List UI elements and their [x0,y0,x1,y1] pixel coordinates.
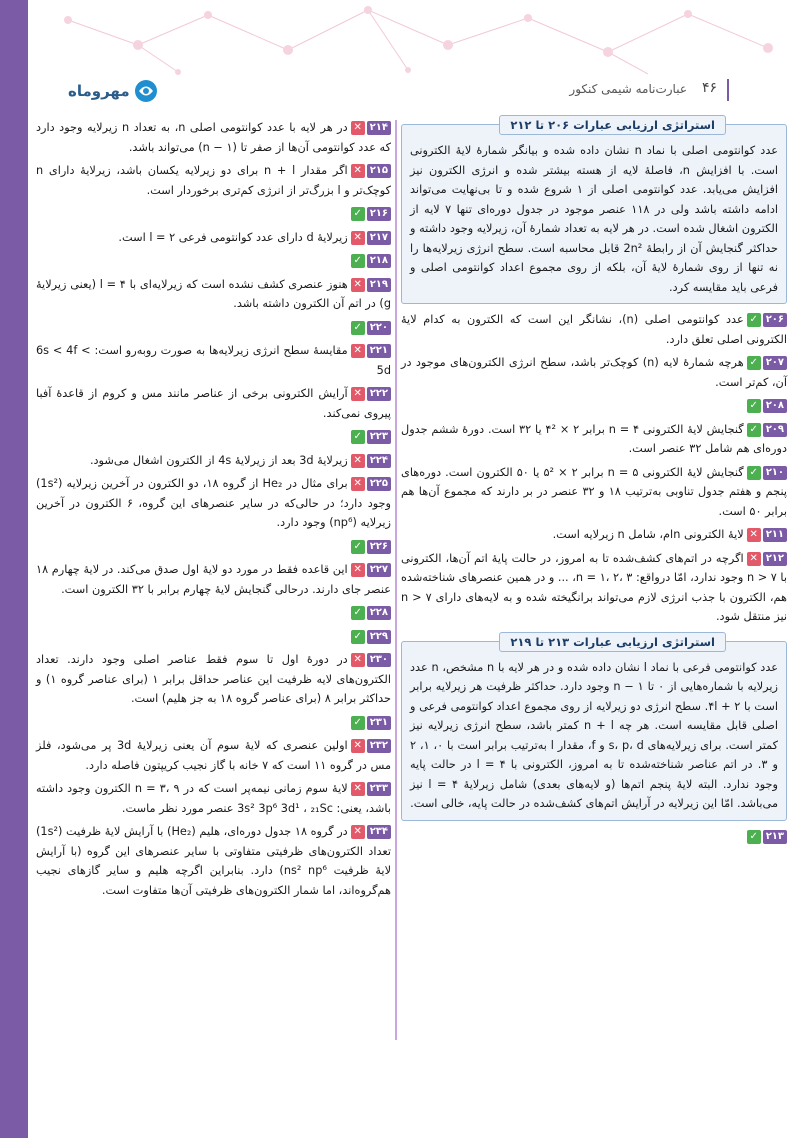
check-icon: ✓ [351,540,365,554]
item-number: ۲۰۹ [763,423,787,437]
answer-item [36,384,391,423]
answer-item [36,779,391,818]
molecule-decoration [28,0,805,75]
strategy-box [401,634,787,821]
item-text: در هر لایه با عدد کوانتومی اصلی n، به تعداد n زیرلایه وجود دارد که عدد کوانتومی آن‌ها از صفر تا (n − ۱) می‌تواند باشد. [36,121,391,154]
check-icon: ✓ [351,606,365,620]
item-number: ۲۰۶ [763,313,787,327]
check-icon: ✓ [747,830,761,844]
item-text: اولین عنصری که لایهٔ سوم آن یعنی زیرلایهٔ 3d پر می‌شود، فلز مس در گروه ۱۱ است که ۷ خانه با گاز نجیب کریپتون فاصله دارد. [36,739,391,772]
item-number: ۲۳۳ [367,782,391,796]
check-icon: ✓ [747,466,761,480]
cross-icon: ✕ [351,387,365,401]
item-text: هرچه شمارهٔ لایه (n) کوچک‌تر باشد، سطح انرژی الکترون‌های موجود در آن، کم‌تر است. [401,356,787,389]
check-icon: ✓ [351,430,365,444]
item-number: ۲۱۸ [367,254,391,268]
page-header [40,76,795,106]
left-purple-bar [0,0,28,1138]
item-text: عدد کوانتومی اصلی (n)، نشانگر این است که الکترون به کدام لایهٔ الکترونی اصلی تعلق دارد. [401,313,787,346]
item-number: ۲۲۷ [367,563,391,577]
answer-item [36,451,391,471]
brand-logo-text: مهروماه [68,82,130,100]
cross-icon: ✕ [351,782,365,796]
item-number: ۲۲۱ [367,344,391,358]
cross-icon: ✕ [351,653,365,667]
cross-icon: ✕ [351,477,365,491]
answer-item [36,822,391,900]
item-number: ۲۲۳ [367,430,391,444]
answer-item [36,204,391,224]
item-number: ۲۳۴ [367,825,391,839]
right-column [401,118,787,850]
item-number: ۲۲۴ [367,454,391,468]
running-title: عبارت‌نامه شیمی کنکور [569,82,687,96]
item-number: ۲۱۴ [367,121,391,135]
item-number: ۲۱۹ [367,278,391,292]
column-divider [395,120,397,1040]
check-icon: ✓ [351,207,365,221]
answer-item [36,627,391,647]
answer-item [36,341,391,380]
page-number: ۴۶ [701,80,717,96]
item-number: ۲۲۶ [367,540,391,554]
answer-item [36,736,391,775]
answer-item [36,228,391,248]
strategy-box [401,118,787,304]
strategy-text: عدد کوانتومی اصلی با نماد n نشان داده شده و بیانگر شمارهٔ لایهٔ الکترونی است. با افزایش n، فاصلهٔ لایه از هسته بیشتر شده و انرژی الکترون نیز افزایش می‌یابد. عدد کوانتومی اصلی از ۱ شروع شده و تا بی‌نهایت می‌تواند ادامه داشته باشد ولی در ۱۱۸ عنصر موجود در جدول دوره‌ای تنها ۷ لایه از الکترون اشغال شده است. در هر لایه به تعداد شمارهٔ آن، زیرلایه وجود داشته و حداکثر گنجایش آن از رابطهٔ 2n² قابل محاسبه است. سطح انرژی زیرلایه‌ها را نه تنها از روی شمارهٔ لایهٔ آن، بلکه از روی مجموع اعداد کوانتومی اصلی و فرعی باید مقایسه کرد. [410,144,778,294]
cross-icon: ✕ [351,344,365,358]
check-icon: ✓ [351,630,365,644]
answer-item [36,275,391,314]
item-text: زیرلایهٔ 3d بعد از زیرلایهٔ 4s از الکترون اشغال می‌شود. [89,453,348,467]
item-number: ۲۲۹ [367,630,391,644]
item-text: لایهٔ سوم زمانی نیمه‌پر است که در n = ۳، ۹ الکترون وجود داشته باشد، یعنی: 3s² 3p⁶ 3d¹ ، ₂₁Sc عنصر مورد نظر ماست. [36,782,391,815]
item-text: گنجایش لایهٔ الکترونی n = ۴ برابر ۲ × ۴² یا ۳۲ است. دورهٔ ششم جدول دوره‌ای هم شامل ۳۲ عنصر است. [401,422,787,455]
item-number: ۲۱۱ [763,528,787,542]
cross-icon: ✕ [351,563,365,577]
item-text: اگر مقدار n + l برای دو زیرلایه یکسان باشد، زیرلایهٔ دارای n کوچک‌تر و l بزرگ‌تر از انرژی کم‌تری برخوردار است. [36,164,391,197]
answer-item [36,603,391,623]
item-text: این قاعده فقط در مورد دو لایهٔ اول صدق می‌کند. در لایهٔ چهارم ۱۸ عنصر جای دارند. درحالی گنجایش لایهٔ چهارم برابر با ۳۲ الکترون است. [36,563,391,596]
item-text: در گروه ۱۸ جدول دوره‌ای، هلیم (He₂) با آرایش لایهٔ ظرفیت (1s²) تعداد الکترون‌های ظرفیتی متفاوتی با سایر عنصرهای این گروه (با آرایش لایهٔ ظرفیت ns² np⁶) دارد. بنابراین اگرچه هلیم و سایر گازهای نجیب هم‌گروه‌اند، اما شمار الکترون‌های ظرفیتی آن‌ها متفاوت است. [36,825,392,897]
answer-item [36,474,391,533]
item-number: ۲۰۸ [763,399,787,413]
answer-item [36,251,391,271]
item-number: ۲۲۵ [367,477,391,491]
item-text: برای مثال در He₂ از گروه ۱۸، دو الکترون در آخرین زیرلایه (1s²) وجود دارد؛ در حالی‌که در سایر عنصرهای این گروه، ۶ الکترون در آخرین زیرلایه (np⁶) وجود دارد. [36,477,391,529]
item-text: اگرچه در اتم‌های کشف‌شده تا به امروز، در حالت پایهٔ اتم آن‌ها، الکترونی با n > ۷ وجود ندارد، امّا درواقع: n = ۱، ۲، ۳، ... و در همین عنصرهای شناخته‌شده هم، الکترون با جذب انرژی لازم می‌تواند برانگیخته شده و به لایه‌های دارای n > ۷ نیز منتقل شود. [400,551,787,623]
item-number: ۲۳۱ [367,716,391,730]
answer-item [401,525,787,545]
answer-item [401,463,787,522]
answer-list [401,310,787,627]
left-column [36,118,391,904]
item-number: ۲۱۰ [763,466,787,480]
answer-item [36,560,391,599]
cross-icon: ✕ [351,164,365,178]
cross-icon: ✕ [747,552,761,566]
answer-item [36,161,391,200]
item-number: ۲۳۰ [367,653,391,667]
item-number: ۲۲۲ [367,387,391,401]
check-icon: ✓ [351,321,365,335]
item-number: ۲۲۸ [367,606,391,620]
item-number: ۲۱۶ [367,207,391,221]
cross-icon: ✕ [351,739,365,753]
answer-item [36,427,391,447]
answer-item [36,318,391,338]
answer-list [401,827,787,847]
answer-item [401,420,787,459]
cross-icon: ✕ [351,231,365,245]
item-text: زیرلایهٔ d دارای عدد کوانتومی فرعی l = ۲ است. [118,230,348,244]
answer-item [401,396,787,416]
item-text: مقایسهٔ سطح انرژی زیرلایه‌ها به صورت روبه‌رو است: 6s < 4f < 5d [36,344,391,377]
cross-icon: ✕ [351,278,365,292]
item-text: لایهٔ الکترونی nام، شامل n زیرلایه است. [552,528,744,541]
cross-icon: ✕ [351,454,365,468]
check-icon: ✓ [351,254,365,268]
strategy-title: استراتژی ارزیابی عبارات ۲۰۶ تا ۲۱۲ [499,115,726,135]
answer-item [401,310,787,349]
answer-item [36,537,391,557]
cross-icon: ✕ [747,528,761,542]
item-number: ۲۱۲ [763,552,787,566]
item-text: در دورهٔ اول تا سوم فقط عناصر اصلی وجود دارند. تعداد الکترون‌های لایه ظرفیت این عناصر حداقل برابر ۱ (برای عناصر گروه ۱) و حداکثر برابر ۸ (برای عناصر گروه ۱۸ به جز هلیم) است. [36,653,391,705]
brand-logo [68,78,158,104]
answer-item [401,827,787,847]
item-number: ۲۳۲ [367,739,391,753]
item-number: ۲۰۷ [763,356,787,370]
check-icon: ✓ [747,399,761,413]
item-number: ۲۲۰ [367,321,391,335]
item-text: آرایش الکترونی برخی از عناصر مانند مس و کروم از قاعدهٔ آفبا پیروی نمی‌کند. [36,387,391,420]
check-icon: ✓ [747,313,761,327]
strategy-title: استراتژی ارزیابی عبارات ۲۱۳ تا ۲۱۹ [499,632,726,652]
answer-item [36,118,391,157]
header-divider [727,79,729,101]
answer-item [401,549,787,627]
strategy-text: عدد کوانتومی فرعی با نماد l نشان داده شده و در هر لایه با n مشخص، n عدد زیرلایه با شماره‌هایی از ۰ تا n − ۱ وجود دارد. حداکثر ظرفیت هر زیرلایه برابر است با ۴l + ۲. سطح انرژی دو زیرلایه از روی مجموع اعداد کوانتومی فرعی و اصلی قابل مقایسه است. هر چه n + l کمتر باشد، سطح انرژی زیرلایه نیز کمتر است. برای زیرلایه‌های s، p، d و f، مقدار l به‌ترتیب برابر است با ۰، ۱، ۲ و ۳. در اتم عناصر شناخته‌شده تا به امروز، الکترونی با l = ۴ در حالت پایه وجود ندارد. البته لایهٔ پنجم اتم‌ها (و لایه‌های بعدی) شامل زیرلایهٔ l = ۴ نیز می‌باشد. امّا این زیرلایه در آرایش اتم‌های کشف‌شده در حالت پایه، خالی است. [410,660,779,810]
answer-item [36,650,391,709]
cross-icon: ✕ [351,121,365,135]
item-number: ۲۱۳ [763,830,787,844]
item-text: هنوز عنصری کشف نشده است که زیرلایه‌ای با l = ۴ (یعنی زیرلایهٔ g) در اتم آن الکترون داشته باشد. [36,277,391,310]
brand-logo-icon [134,79,158,103]
molecule-pattern-icon [28,0,805,75]
check-icon: ✓ [747,356,761,370]
item-number: ۲۱۷ [367,231,391,245]
item-text: گنجایش لایهٔ الکترونی n = ۵ برابر ۲ × ۵² یا ۵۰ الکترون است. دوره‌های پنجم و هفتم جدول تناوبی به‌ترتیب ۱۸ و ۳۲ عنصر در بر دارند که مجموع آن‌ها هم برابر ۵۰ است. [401,465,787,518]
answer-list [36,118,391,900]
answer-item [36,713,391,733]
item-number: ۲۱۵ [367,164,391,178]
check-icon: ✓ [351,716,365,730]
check-icon: ✓ [747,423,761,437]
cross-icon: ✕ [351,825,365,839]
answer-item [401,353,787,392]
